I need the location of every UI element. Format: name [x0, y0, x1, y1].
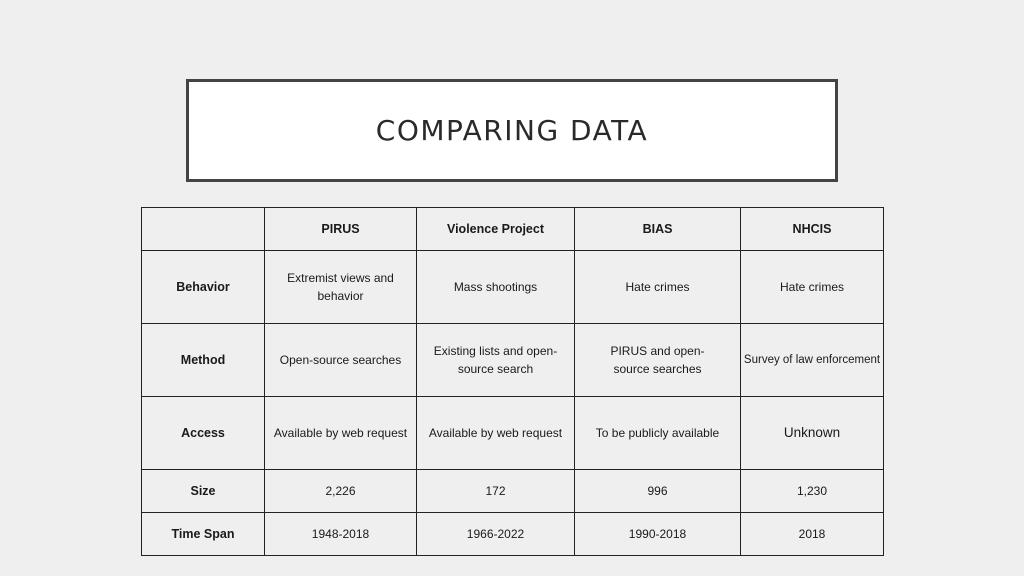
table-row-size	[142, 470, 884, 513]
table-header-corner	[142, 208, 265, 251]
table-header-nhcis: NHCIS	[741, 208, 884, 251]
row-label-access: Access	[142, 397, 265, 470]
table-cell: 1990-2018	[575, 513, 741, 556]
table-header-violence-project: Violence Project	[417, 208, 575, 251]
table-cell: 172	[417, 470, 575, 513]
table-cell: Available by web request	[265, 397, 417, 470]
table-cell: Mass shootings	[417, 251, 575, 324]
table-row-time-span	[142, 513, 884, 556]
table-row-behavior	[142, 251, 884, 324]
table-cell: 2,226	[265, 470, 417, 513]
table-cell: Extremist views and behavior	[265, 251, 417, 324]
comparison-table	[141, 207, 884, 556]
table-cell: Existing lists and open-source search	[417, 324, 575, 397]
table-cell: 1,230	[741, 470, 884, 513]
table-cell: 2018	[741, 513, 884, 556]
table-header-bias: BIAS	[575, 208, 741, 251]
slide-title-box	[186, 79, 838, 182]
table-cell: 1966-2022	[417, 513, 575, 556]
row-label-method: Method	[142, 324, 265, 397]
table-header-pirus: PIRUS	[265, 208, 417, 251]
row-label-time-span: Time Span	[142, 513, 265, 556]
table-row-access	[142, 397, 884, 470]
table-cell: 996	[575, 470, 741, 513]
row-label-size: Size	[142, 470, 265, 513]
table-cell: Available by web request	[417, 397, 575, 470]
slide-title: COMPARING DATA	[375, 114, 649, 147]
table-cell: Hate crimes	[741, 251, 884, 324]
table-cell: Unknown	[741, 397, 884, 470]
table-cell: Open-source searches	[265, 324, 417, 397]
table-cell: PIRUS and open-source searches	[575, 324, 741, 397]
table-cell: Hate crimes	[575, 251, 741, 324]
row-label-behavior: Behavior	[142, 251, 265, 324]
table-cell: 1948-2018	[265, 513, 417, 556]
table-row-method	[142, 324, 884, 397]
table-cell: To be publicly available	[575, 397, 741, 470]
table-cell: Survey of law enforcement	[741, 324, 884, 397]
table-header-row	[142, 208, 884, 251]
